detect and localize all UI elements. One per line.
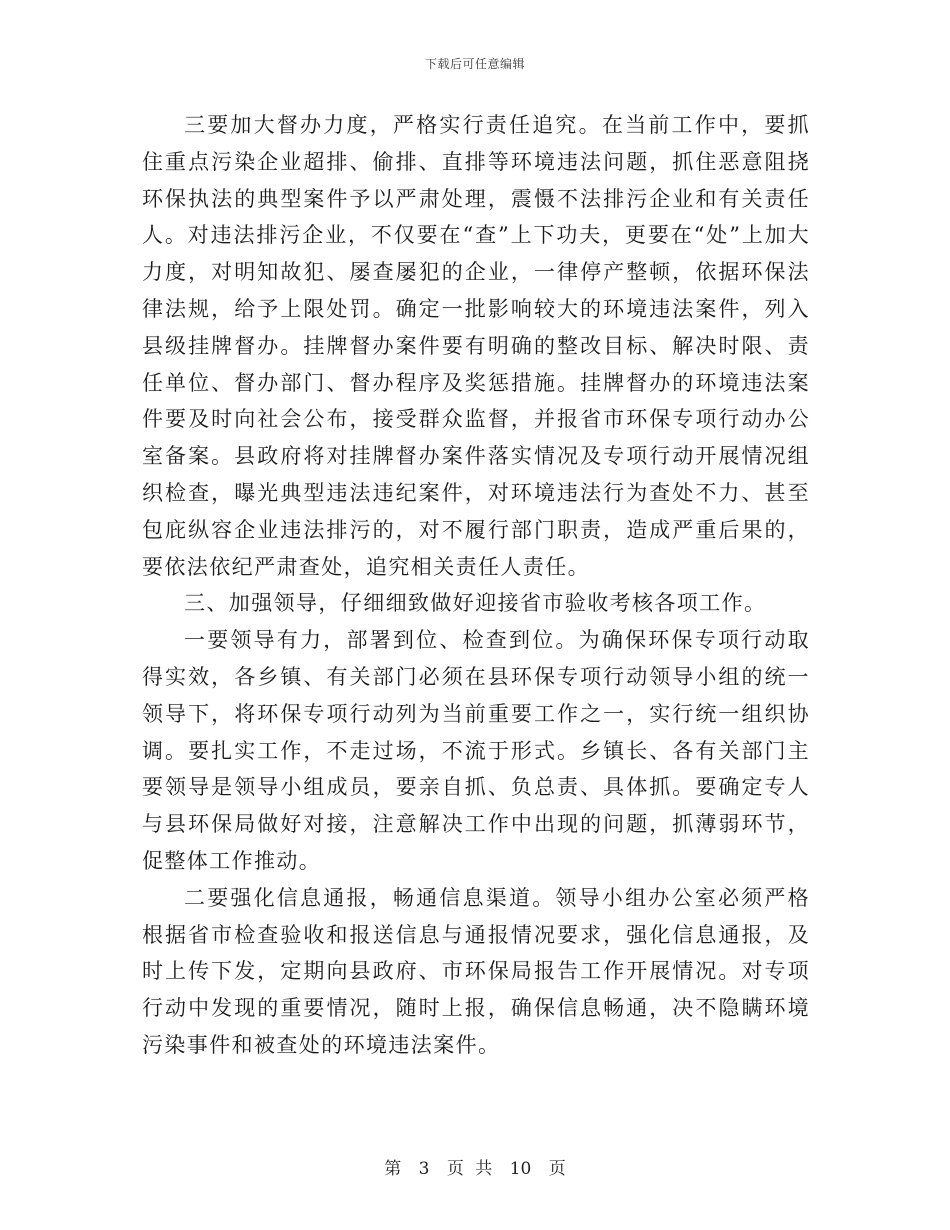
paragraph: 二要强化信息通报，畅通信息渠道。领导小组办公室必须严格根据省市检查验收和报送信息与通报情况要求，强化信息通报，及时上传下发，定期向县政府、市环保局报告工作开展情况。对专项行动中发现的重要情况，随时上报，确保信息畅通，决不隐瞒环境污染事件和被查处的环境违法案件。 [142,885,810,1057]
page-header: 下载后可任意编辑 [424,57,525,71]
footer-prefix: 第 [384,1159,402,1179]
footer-suffix: 页 [548,1159,566,1179]
document-body [142,107,810,1064]
paragraph: 一要领导有力，部署到位、检查到位。为确保环保专项行动取得实效，各乡镇、有关部门必须在县环保专项行动领导小组的统一领导下，将环保专项行动列为当前重要工作之一，实行统一组织协调。要扎实工作，不走过场，不流于形式。乡镇长、各有关部门主要领导是领导小组成员，要亲自抓、负总责、具体抓。要确定专人与县环保局做好对接，注意解决工作中出现的问题，抓薄弱环节，促整体工作推动。 [142,628,810,873]
section-heading: 三、加强领导，仔细细致做好迎接省市验收考核各项工作。 [184,591,767,616]
page-number: 3 [418,1159,430,1179]
page-footer [0,1154,950,1179]
paragraph: 三要加大督办力度，严格实行责任追究。在当前工作中，要抓住重点污染企业超排、偷排、直排等环境违法问题，抓住恶意阻挠环保执法的典型案件予以严肃处理，震慑不法排污企业和有关责任人。对违法排污企业，不仅要在“查”上下功夫，更要在“处”上加大力度，对明知故犯、屡查屡犯的企业，一律停产整顿，依据环保法律法规，给予上限处罚。确定一批影响较大的环境违法案件，列入县级挂牌督办。挂牌督办案件要有明确的整改目标、解决时限、责任单位、督办部门、督办程序及奖惩措施。挂牌督办的环境违法案件要及时向社会公布，接受群众监督，并报省市环保专项行动办公室备案。县政府将对挂牌督办案件落实情况及专项行动开展情况组织检查，曝光典型违法违纪案件，对环境违法行为查处不力、甚至包庇纵容企业违法排污的，对不履行部门职责，造成严重后果的，要依法依纪严肃查处，追究相关责任人责任。 [142,113,810,579]
page-total: 10 [509,1159,532,1179]
footer-middle: 页 共 [446,1159,493,1179]
